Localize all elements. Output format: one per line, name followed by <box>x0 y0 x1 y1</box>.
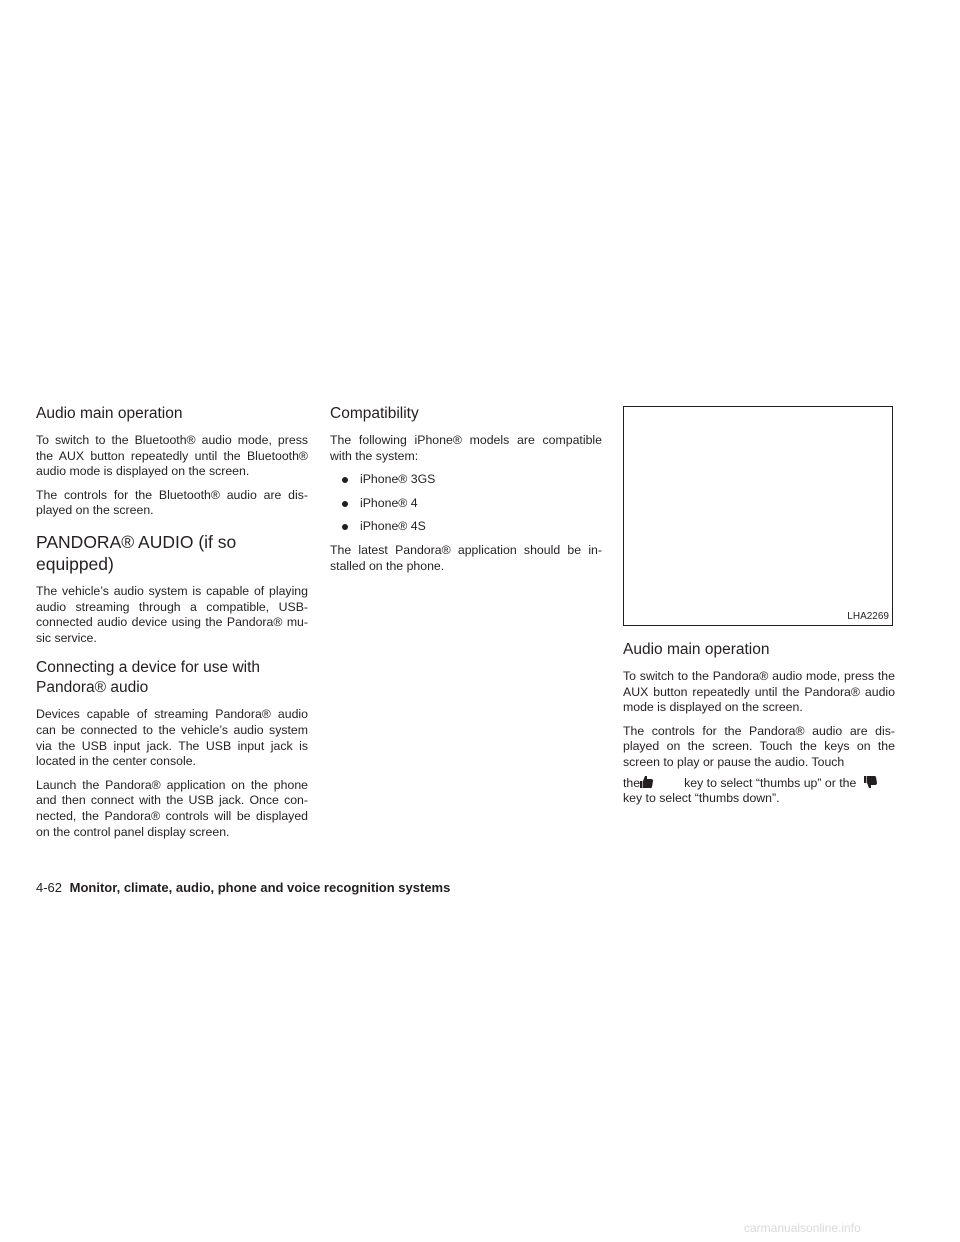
heading-line: Pandora® audio <box>36 679 149 697</box>
heading-audio-main-operation: Audio main operation <box>623 641 770 658</box>
paragraph: The controls for the Bluetooth® audio are dis-played on the screen. <box>36 487 308 518</box>
heading-pandora-audio: PANDORA® AUDIO (if so equipped) <box>36 531 237 574</box>
text-fragment: key to select “thumbs up” or the <box>684 775 857 790</box>
bullet-icon <box>342 524 348 530</box>
heading-audio-main-operation: Audio main operation <box>36 405 183 422</box>
list-item-text: iPhone® 4 <box>360 495 418 510</box>
paragraph: The vehicle’s audio system is capable of playing audio streaming through a compatible, USB-connected audio device using the Pandora® mu-sic service. <box>36 583 308 645</box>
heading-connecting-device <box>36 658 308 698</box>
heading-line: Connecting a device for use with <box>36 659 261 677</box>
figure-code: LHA2269 <box>847 611 889 622</box>
paragraph: Devices capable of streaming Pandora® audio can be connected to the vehicle’s audio system via the USB input jack. The USB input jack is located in the center console. <box>36 707 308 769</box>
paragraph: To switch to the Bluetooth® audio mode, press the AUX button repeatedly until the Bluetooth® audio mode is displayed on the screen. <box>36 433 308 479</box>
list-item-text: iPhone® 3GS <box>360 472 436 487</box>
paragraph: The controls for the Pandora® audio are dis-played on the screen. Touch the keys on the screen to play or pause the audio. Touch <box>623 723 895 769</box>
list-item-text: iPhone® 4S <box>360 519 426 534</box>
heading-compatibility: Compatibility <box>330 405 419 422</box>
paragraph: Launch the Pandora® application on the phone and then connect with the USB jack. Once con-nected, the Pandora® controls will be displayed on the control panel display screen. <box>36 777 308 839</box>
chapter-title: Monitor, climate, audio, phone and voice recognition systems <box>69 880 451 895</box>
list-item <box>330 496 602 512</box>
paragraph: The following iPhone® models are compatible with the system: <box>330 433 602 463</box>
text-fragment: key to select “thumbs down”. <box>623 791 780 806</box>
model-list <box>330 472 602 535</box>
page-number: 4-62 <box>36 880 63 895</box>
list-item <box>330 519 602 535</box>
column-middle <box>330 404 602 582</box>
paragraph: To switch to the Pandora® audio mode, press the AUX button repeatedly until the Pandora® audio mode is displayed on the screen. <box>623 669 895 715</box>
figure-frame <box>623 406 893 626</box>
thumbs-up-icon <box>640 775 684 789</box>
paragraph: The latest Pandora® application should be in-stalled on the phone. <box>330 542 602 573</box>
text-fragment: the <box>623 775 641 790</box>
paragraph-thumbs <box>623 775 895 807</box>
watermark: carmanualsonline.info <box>744 1221 861 1235</box>
list-item <box>330 472 602 488</box>
page-footer <box>36 880 450 896</box>
bullet-icon <box>342 501 348 507</box>
column-left <box>36 404 308 848</box>
bullet-icon <box>342 477 348 483</box>
column-right <box>623 406 895 815</box>
thumbs-down-icon <box>864 775 884 789</box>
